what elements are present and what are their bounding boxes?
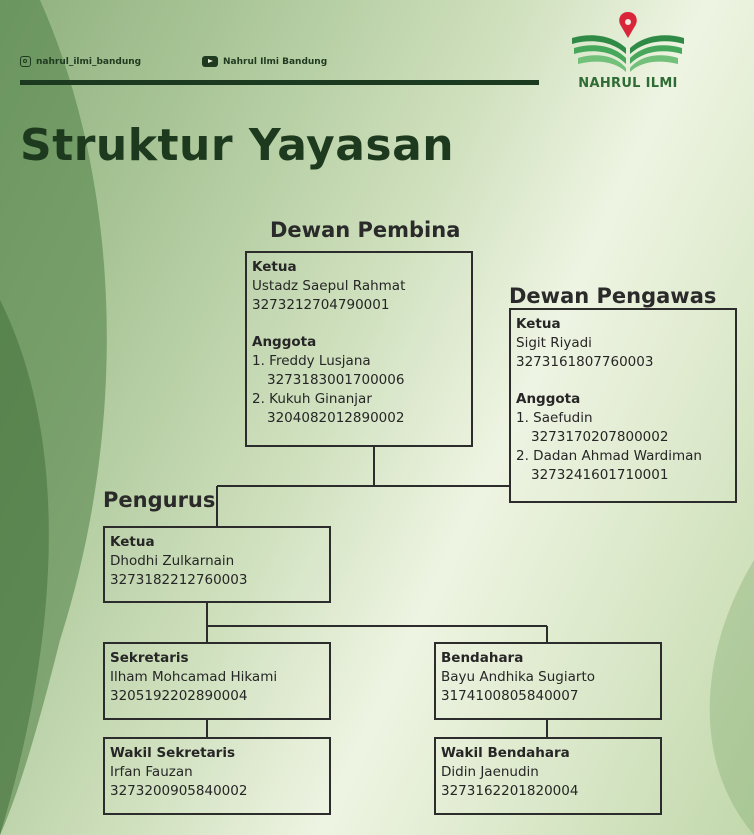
bendahara-box: [434, 642, 662, 720]
pembina-heading: Dewan Pembina: [270, 218, 461, 242]
wakil-sekretaris-box: [103, 737, 331, 815]
sekretaris-id: 3205192202890004: [110, 688, 248, 704]
pengawas-member-id: 3273170207800002: [531, 429, 669, 445]
wakil-bendahara-box: [434, 737, 662, 815]
wakil-sekretaris-label: Wakil Sekretaris: [110, 745, 236, 761]
header-divider: [20, 80, 539, 85]
logo-text: NAHRUL ILMI: [578, 76, 678, 91]
wakil-bendahara-label: Wakil Bendahara: [441, 745, 570, 761]
instagram-label: nahrul_ilmi_bandung: [36, 56, 142, 67]
pengawas-ketua-label: Ketua: [516, 316, 561, 332]
instagram-icon: [20, 56, 31, 67]
pengawas-member-name: 2. Dadan Ahmad Wardiman: [516, 448, 702, 464]
pembina-ketua-label: Ketua: [252, 259, 297, 275]
pengawas-ketua-id: 3273161807760003: [516, 354, 654, 370]
youtube-icon: [202, 56, 218, 67]
book-pen-icon: [568, 8, 688, 76]
page-title: Struktur Yayasan: [20, 120, 455, 171]
pengawas-ketua-name: Sigit Riyadi: [516, 335, 592, 351]
pengawas-member-id: 3273241601710001: [531, 467, 669, 483]
wakil-sekretaris-id: 3273200905840002: [110, 783, 248, 799]
pengurus-ketua-label: Ketua: [110, 534, 155, 550]
wakil-bendahara-id: 3273162201820004: [441, 783, 579, 799]
bendahara-label: Bendahara: [441, 650, 524, 666]
nahrul-ilmi-logo: [568, 8, 688, 96]
pengawas-member-name: 1. Saefudin: [516, 410, 593, 426]
wakil-sekretaris-name: Irfan Fauzan: [110, 764, 193, 780]
pembina-member-id: 3204082012890002: [267, 410, 405, 426]
sekretaris-name: Ilham Mohcamad Hikami: [110, 669, 278, 685]
pengawas-box: [509, 308, 737, 503]
bendahara-id: 3174100805840007: [441, 688, 579, 704]
pengurus-heading: Pengurus: [103, 488, 216, 512]
bendahara-name: Bayu Andhika Sugiarto: [441, 669, 596, 685]
pembina-member-id: 3273183001700006: [267, 372, 405, 388]
youtube-label: Nahrul Ilmi Bandung: [223, 56, 328, 67]
youtube-channel: [202, 56, 327, 67]
wakil-bendahara-name: Didin Jaenudin: [441, 764, 539, 780]
sekretaris-box: [103, 642, 331, 720]
pengurus-ketua-box: [103, 526, 331, 603]
pembina-ketua-name: Ustadz Saepul Rahmat: [252, 278, 406, 294]
pembina-ketua-id: 3273212704790001: [252, 297, 390, 313]
pembina-member-name: 1. Freddy Lusjana: [252, 353, 371, 369]
pembina-member-name: 2. Kukuh Ginanjar: [252, 391, 372, 407]
sekretaris-label: Sekretaris: [110, 650, 189, 666]
pembina-box: [245, 251, 473, 447]
pengurus-ketua-id: 3273182212760003: [110, 572, 248, 588]
pengawas-heading: Dewan Pengawas: [509, 284, 717, 308]
pengurus-ketua-name: Dhodhi Zulkarnain: [110, 553, 235, 569]
pembina-anggota-label: Anggota: [252, 334, 317, 350]
instagram-handle: [20, 56, 141, 67]
pengawas-anggota-label: Anggota: [516, 391, 581, 407]
